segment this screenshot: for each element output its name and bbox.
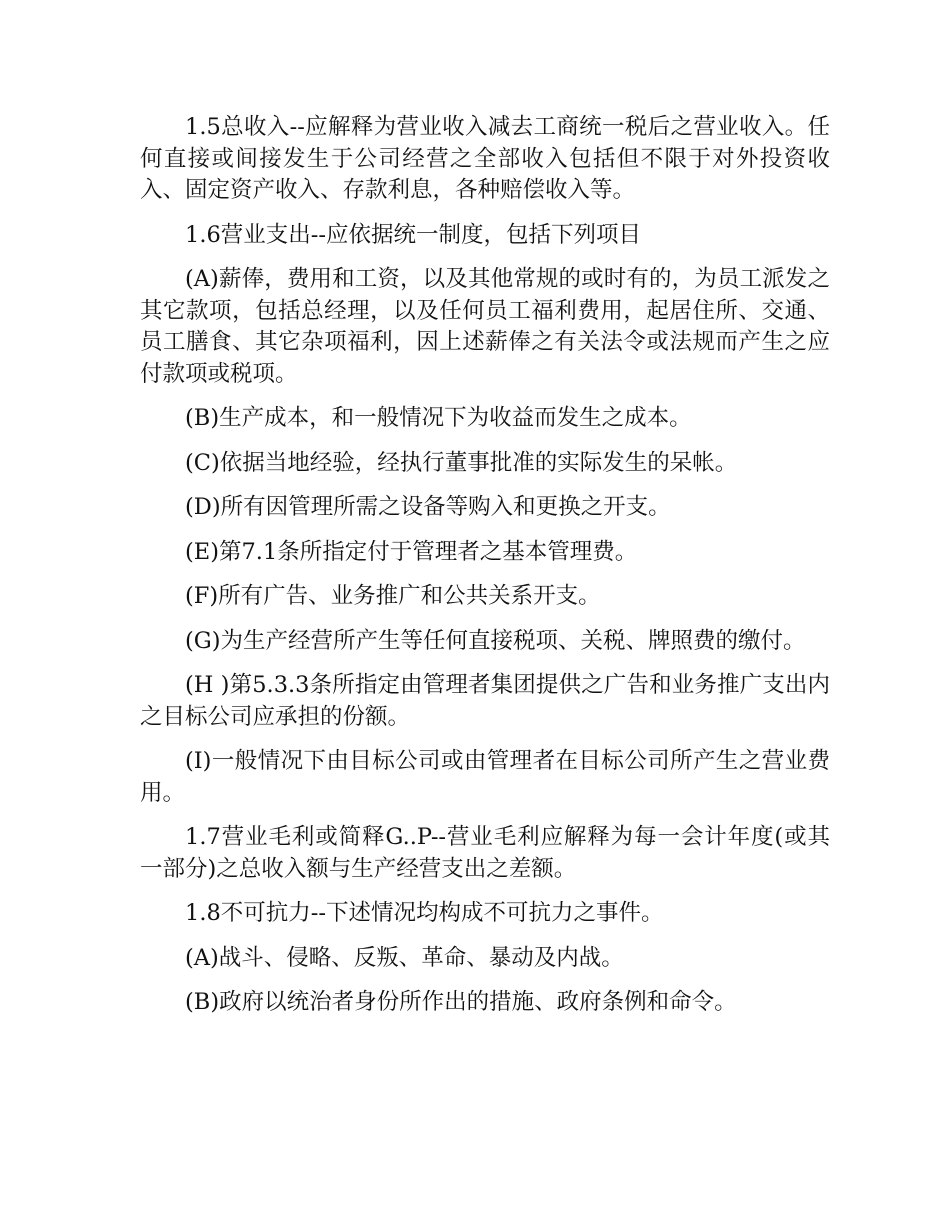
paragraph-total-revenue: 1.5总收入--应解释为营业收入减去工商统一税后之营业收入。任何直接或间接发生于公司经营之全部收入包括但不限于对外投资收入、固定资产收入、存款利息，各种赔偿收入等。: [140, 114, 830, 203]
paragraph-item-c-bad-debts: (C)依据当地经验，经执行董事批准的实际发生的呆帐。: [185, 449, 738, 476]
paragraph-force-majeure: 1.8不可抗力--下述情况均构成不可抗力之事件。: [185, 900, 664, 926]
paragraph-item-a-salaries: (A)薪俸，费用和工资，以及其他常规的或时有的，为员工派发之其它款项，包括总经理，以及任何员工福利费用，起居住所、交通、员工膳食、其它杂项福利，因上述薪俸之有关法令或法规而产生之应付款项或税项。: [140, 266, 830, 387]
paragraph-item-b-government-measures: (B)政府以统治者身份所作出的措施、政府条例和命令。: [185, 989, 737, 1015]
paragraph-operating-expenses: 1.6营业支出--应依据统一制度，包括下列项目: [185, 221, 641, 248]
paragraph-item-b-production-cost: (B)生产成本，和一般情况下为收益而发生之成本。: [185, 405, 692, 431]
paragraph-gross-profit: 1.7营业毛利或简释G..P--营业毛利应解释为每一会计年度(或其一部分)之总收入额与生产经营支出之差额。: [140, 824, 830, 882]
document-page: [140, 112, 830, 1032]
paragraph-item-f-advertising: (F)所有广告、业务推广和公共关系开支。: [185, 583, 601, 609]
paragraph-item-h-promotion-share: (H )第5.3.3条所指定由管理者集团提供之广告和业务推广支出内之目标公司应承担的份额。: [140, 672, 830, 730]
paragraph-item-e-management-fee: (E)第7.1条所指定付于管理者之基本管理费。: [185, 538, 638, 565]
paragraph-item-d-equipment: (D)所有因管理所需之设备等购入和更换之开支。: [185, 494, 671, 520]
paragraph-item-i-operating-costs: (I)一般情况下由目标公司或由管理者在目标公司所产生之营业费用。: [140, 748, 830, 806]
paragraph-item-a-war: (A)战斗、侵略、反叛、革命、暴动及内战。: [185, 944, 624, 971]
paragraph-item-g-taxes: (G)为生产经营所产生等任何直接税项、关税、牌照费的缴付。: [185, 627, 806, 654]
